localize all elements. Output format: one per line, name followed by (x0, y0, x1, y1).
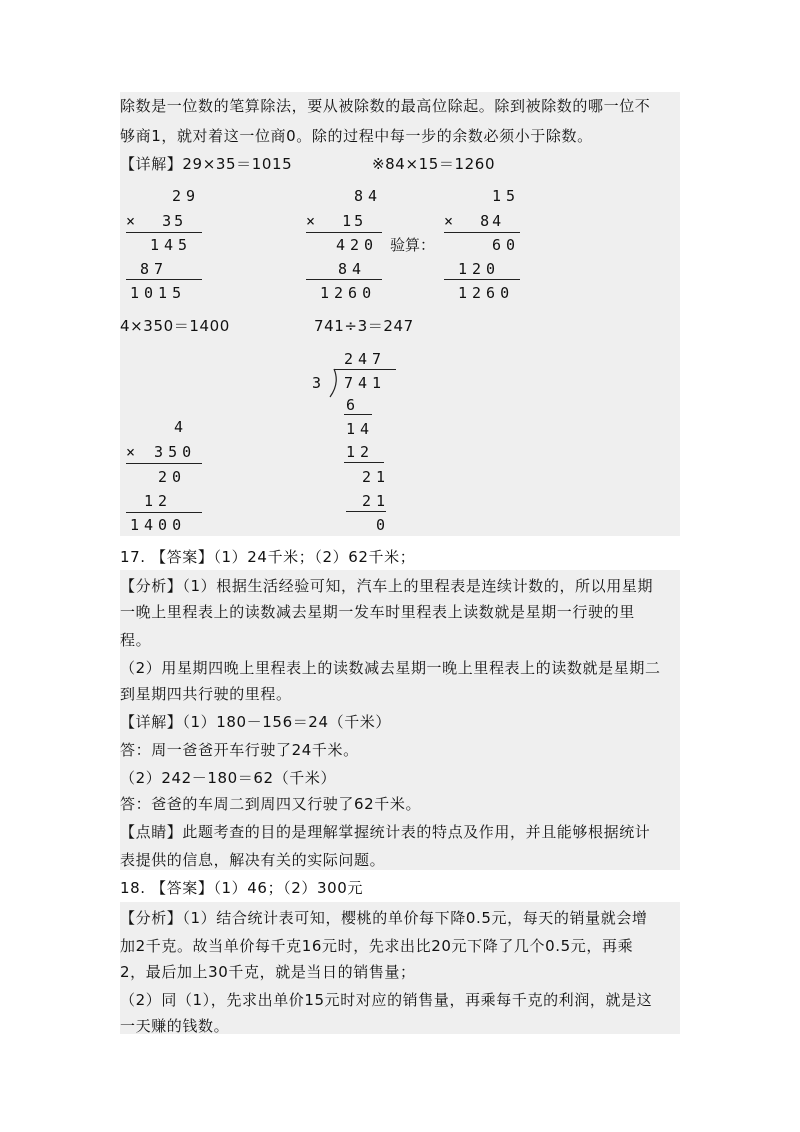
division-rule (346, 511, 386, 512)
q17-analysis-line-1 (120, 576, 653, 596)
equation-741div3: 741÷3＝247 (314, 317, 414, 335)
q18-answer-line (120, 878, 363, 898)
intro-line-2: 够商1，就对着这一位商0。除的过程中每一步的余数必须小于除数。 (120, 127, 593, 145)
division-bar (334, 369, 396, 370)
q17-comment-text: 此题考查的目的是理解掌握统计表的特点及作用，并且能够根据统计 (182, 823, 651, 841)
calc-row: 4 (174, 418, 189, 436)
calc-row: 84 (354, 187, 383, 205)
q18-analysis-line-3: 2，最后加上30千克，就是当日的销售量； (120, 963, 416, 981)
q17-analysis-text: （1）根据生活经验可知，汽车上的里程表是连续计数的，所以用星期 (182, 577, 654, 595)
q18-analysis-line-4: （2）同（1），先求出单价15元时对应的销售量，再乘每千克的利润，就是这 (120, 991, 653, 1009)
calc-row: × 15 (306, 212, 367, 230)
division-step: 14 (346, 420, 375, 438)
q17-answer-label: 【答案】 (151, 548, 214, 566)
q18-analysis-label: 【分析】 (120, 909, 183, 927)
division-bracket (326, 368, 340, 398)
division-quotient: 247 (344, 350, 387, 368)
calc-rule (444, 279, 520, 280)
calc-rule (126, 232, 202, 233)
equation-84x15: ※84×15＝1260 (372, 155, 496, 173)
division-step: 21 (362, 468, 391, 486)
calc-row: 60 (492, 236, 521, 254)
q17-answer: （1）24千米；（2）62千米； (213, 548, 416, 566)
intro-line-1: 除数是一位数的笔算除法，要从被除数的最高位除起。除到被除数的哪一位不 (120, 97, 651, 115)
calc-rule (444, 232, 520, 233)
calc-rule (306, 279, 382, 280)
verify-label: 验算： (390, 236, 436, 254)
calc-row: 1260 (458, 284, 515, 302)
calc-row: × 35 (126, 212, 187, 230)
q17-comment-label: 【点睛】 (120, 823, 183, 841)
division-step: 6 (346, 396, 361, 414)
q17-detail-line-2: （2）242－180＝62（千米） (120, 769, 337, 787)
q17-analysis-line-3: 程。 (120, 631, 152, 649)
q17-answer-line (120, 547, 415, 567)
calc-row: 145 (150, 236, 193, 254)
calc-row: × 84 (444, 212, 505, 230)
calc-row: 1260 (320, 284, 377, 302)
calc-row: 420 (336, 236, 379, 254)
q17-comment-line-2: 表提供的信息，解决有关的实际问题。 (120, 851, 386, 869)
calc-row: × 350 (126, 443, 197, 461)
division-dividend: 741 (344, 374, 387, 392)
q18-answer: （1）46；（2）300元 (213, 879, 364, 897)
q18-number: 18. (120, 879, 146, 897)
calc-row: 1400 (130, 516, 187, 534)
q17-analysis-line-5: 到星期四共行驶的里程。 (120, 685, 292, 703)
calc-row: 87 (140, 260, 169, 278)
calc-rule (126, 463, 202, 464)
q17-comment-line-1 (120, 822, 650, 842)
q17-reply-1: 答：周一爸爸开车行驶了24千米。 (120, 741, 359, 759)
q17-number: 17. (120, 548, 146, 566)
calc-row: 1015 (130, 284, 187, 302)
calc-row: 29 (172, 187, 201, 205)
division-step: 12 (346, 443, 375, 461)
q17-reply-2: 答：爸爸的车周二到周四又行驶了62千米。 (120, 795, 422, 813)
division-step: 21 (362, 492, 391, 510)
calc-rule (126, 512, 202, 513)
division-step: 0 (376, 516, 391, 534)
calc-row: 120 (458, 260, 501, 278)
detail-line (120, 154, 292, 174)
calc-row: 15 (492, 187, 521, 205)
q17-detail-label: 【详解】 (120, 713, 183, 731)
q17-analysis-line-4: （2）用星期四晚上里程表上的读数减去星期一晚上里程表上的读数就是星期二 (120, 659, 661, 677)
q18-analysis-line-2: 加2千克。故当单价每千克16元时，先求出比20元下降了几个0.5元，再乘 (120, 937, 634, 955)
calc-row: 84 (338, 260, 367, 278)
division-rule (344, 462, 384, 463)
equation-29x35: 29×35＝1015 (182, 155, 293, 173)
q18-answer-label: 【答案】 (151, 879, 214, 897)
calc-rule (126, 279, 202, 280)
calc-row: 20 (158, 468, 187, 486)
q17-detail-line-1 (120, 712, 391, 732)
q18-analysis-line-1 (120, 908, 648, 928)
calc-row: 12 (144, 492, 173, 510)
q17-analysis-line-2: 一晚上里程表上的读数减去星期一发车时里程表上读数就是星期一行驶的里 (120, 603, 635, 621)
q18-analysis-text: （1）结合统计表可知，樱桃的单价每下降0.5元，每天的销量就会增 (182, 909, 648, 927)
q17-detail-1: （1）180－156＝24（千米） (182, 713, 391, 731)
q18-analysis-line-5: 一天赚的钱数。 (120, 1017, 230, 1035)
detail-label: 【详解】 (120, 155, 183, 173)
equation-4x350: 4×350＝1400 (120, 317, 230, 335)
division-rule (344, 414, 372, 415)
calc-rule (306, 232, 382, 233)
q17-analysis-label: 【分析】 (120, 577, 183, 595)
division-divisor: 3 (312, 374, 327, 392)
